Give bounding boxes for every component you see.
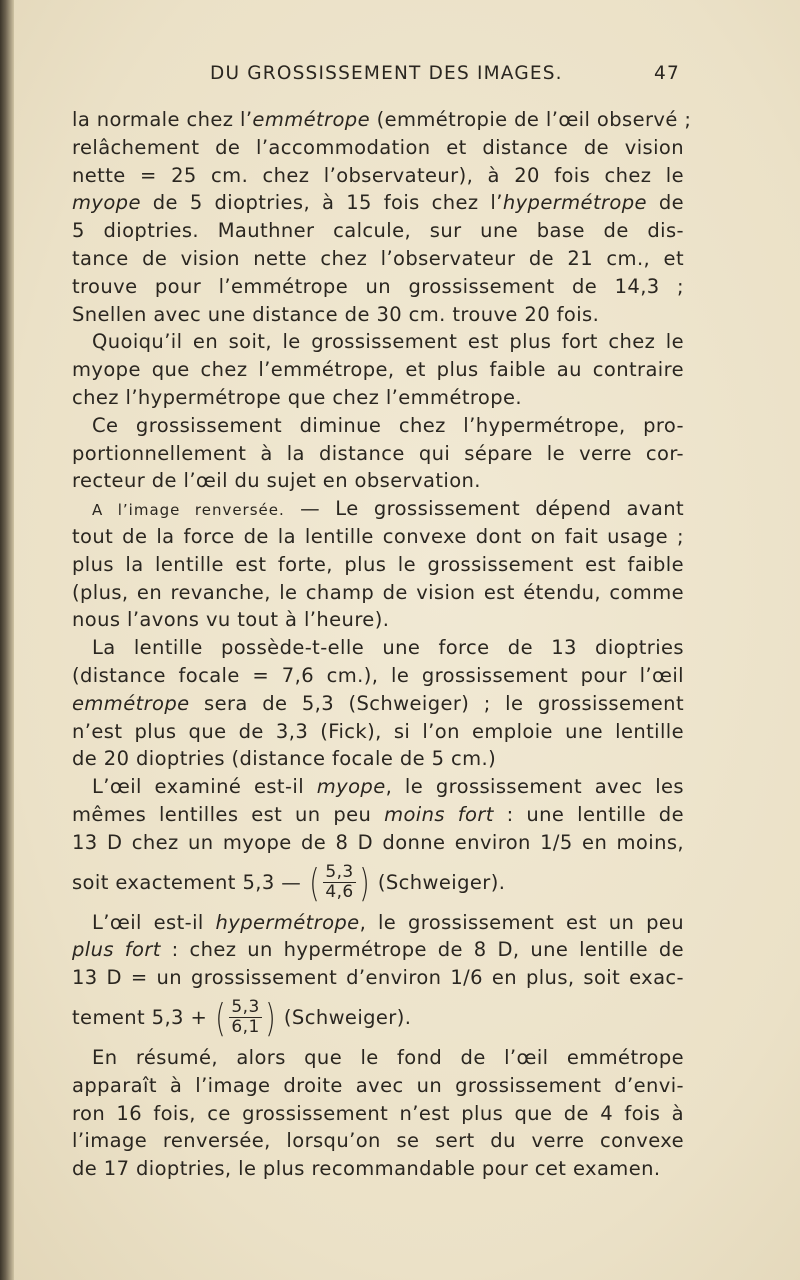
text-line: relâchement de l’accommodation et distance de vision <box>72 135 684 159</box>
section-heading: A l’image renversée. <box>92 501 285 520</box>
text-line: chez l’hypermétrope que chez l’emmétrope. <box>72 385 522 409</box>
numerator: 5,3 <box>231 997 260 1018</box>
text-line: En résumé, alors que le fond de l’œil emmétrope <box>92 1045 684 1069</box>
running-head: DU GROSSISSEMENT DES IMAGES. <box>210 63 563 84</box>
text-line: nous l’avons vu tout à l’heure). <box>72 608 390 632</box>
text-line: mêmes lentilles est un peu moins fort : une lentille de <box>72 802 684 826</box>
body-text <box>72 106 692 1183</box>
text-line: portionnellement à la distance qui sépare le verre cor- <box>72 441 684 465</box>
text-line: L’œil examiné est-il myope, le grossissement avec les <box>92 775 684 799</box>
text-line: la normale chez l’emmétrope (emmétropie de l’œil observé ; <box>72 108 692 131</box>
section-heading-line: A l’image renversée. — Le grossissement dépend avant <box>92 497 685 521</box>
text-line: recteur de l’œil du sujet en observation. <box>72 469 481 493</box>
text-line: myope que chez l’emmétrope, et plus faible au contraire <box>72 358 684 382</box>
denominator: 6,1 <box>231 1017 260 1038</box>
text-line: 5 dioptries. Mauthner calcule, sur une base de dis- <box>72 219 684 243</box>
text-line: (plus, en revanche, le champ de vision est étendu, comme <box>72 580 684 604</box>
text-line: 13 D = un grossissement d’environ 1/6 en plus, soit exac- <box>72 966 684 990</box>
formula-line: tement 5,3 + ( $\frac{5,3}{6,1}$ ) (Schweiger). <box>72 995 412 1040</box>
text-line: de 17 dioptries, le plus recommandable pour cet examen. <box>72 1157 661 1181</box>
text-line: trouve pour l’emmétrope un grossissement de 14,3 ; <box>72 274 684 298</box>
text-line: plus la lentille est forte, plus le grossissement est faible <box>72 552 684 576</box>
text-line: emmétrope sera de 5,3 (Schweiger) ; le grossissement <box>72 691 684 715</box>
fraction: ( $\frac{5,3}{6,1}$ ) <box>215 995 276 1040</box>
text-line: apparaît à l’image droite avec un grossissement d’envi- <box>72 1073 684 1097</box>
text-line: Quoiqu’il en soit, le grossissement est plus fort chez le <box>92 330 684 354</box>
formula-line: soit exactement 5,3 — ( $\frac{5,3}{4,6}$ ) (Schweiger). <box>72 860 506 905</box>
text-line: plus fort : chez un hypermétrope de 8 D, une lentille de <box>72 938 684 962</box>
text-line: l’image renversée, lorsqu’on se sert du verre convexe <box>72 1129 684 1153</box>
text-line: Ce grossissement diminue chez l’hypermétrope, pro- <box>92 413 684 437</box>
book-spine-shadow <box>0 0 14 1280</box>
text-line: (distance focale = 7,6 cm.), le grossissement pour l’œil <box>72 663 684 687</box>
text-line: ron 16 fois, ce grossissement n’est plus que de 4 fois à <box>72 1101 684 1125</box>
text-line: 13 D chez un myope de 8 D donne environ 1/5 en moins, <box>72 830 684 854</box>
numerator: 5,3 <box>325 862 354 883</box>
text-line: Snellen avec une distance de 30 cm. trouve 20 fois. <box>72 302 600 326</box>
text-line: de 20 dioptries (distance focale de 5 cm.) <box>72 747 497 771</box>
text-line: L’œil est-il hypermétrope, le grossissement est un peu <box>92 910 685 934</box>
denominator: 4,6 <box>325 882 354 903</box>
text-line: tance de vision nette chez l’observateur de 21 cm., et <box>72 246 684 270</box>
page-number: 47 <box>654 63 680 84</box>
text-line: nette = 25 cm. chez l’observateur), à 20 fois chez le <box>72 163 684 187</box>
page-header <box>210 63 680 91</box>
fraction: ( $\frac{5,3}{4,6}$ ) <box>309 860 370 905</box>
text-line: myope de 5 dioptries, à 15 fois chez l’hypermétrope de <box>72 191 684 215</box>
text-line: La lentille possède-t-elle une force de 13 dioptries <box>92 636 684 660</box>
text-line: tout de la force de la lentille convexe dont on fait usage ; <box>72 524 684 548</box>
text-line: n’est plus que de 3,3 (Fick), si l’on emploie une lentille <box>72 719 684 743</box>
